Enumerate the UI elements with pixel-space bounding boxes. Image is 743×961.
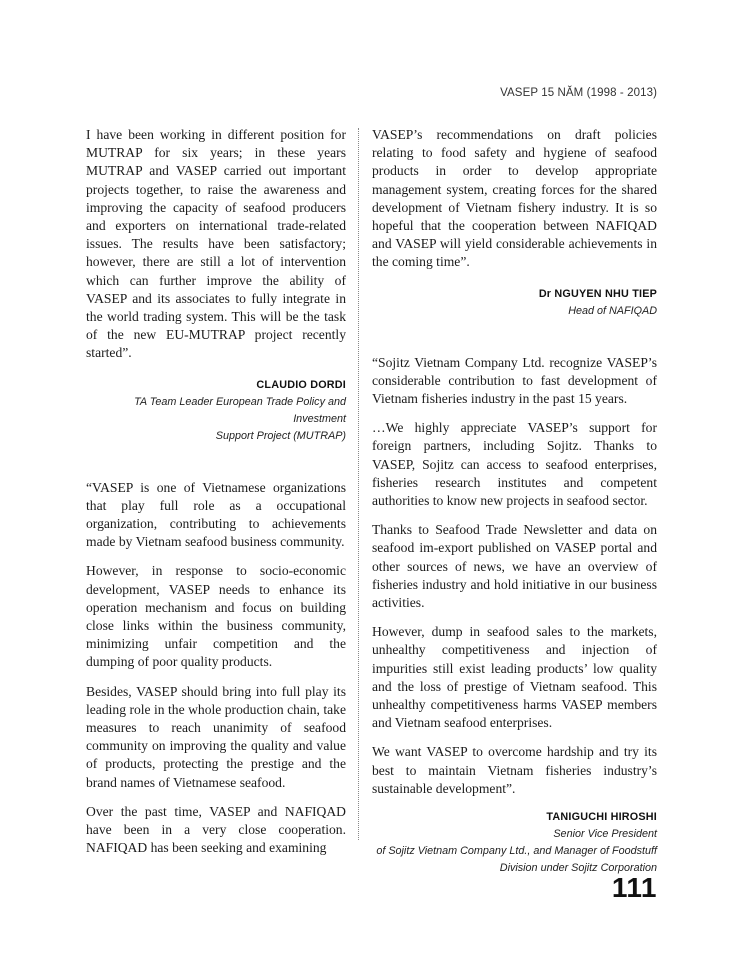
paragraph: VASEP’s recommendations on draft policies relating to food safety and hygiene of seafood products in order to develop appropriate management system, creating forces for the shared development of Vietnam fishery industry. It is so hopeful that the cooperation between NAFIQAD and VASEP will yield considerable achievements in the coming time”. [372, 127, 657, 270]
quote-mutrap: I have been working in different position for MUTRAP for six years; in these years MUTRAP and VASEP carried out important projects together, to raise the awareness and improving the capacity of seafood producers and exporters on international trade-related issues. The results have been satisfactory; however, there are still a lot of intervention which can further improve the ability of VASEP and its associates to fully integrate in the world trading system. This will be the task of the new EU-MUTRAP project recently started”. [86, 127, 346, 361]
page-number: 111 [611, 872, 657, 903]
signature-role-line: Head of NAFIQAD [568, 304, 657, 317]
signature-role-line: Senior Vice President [553, 828, 657, 841]
paragraph: “Sojitz Vietnam Company Ltd. recognize VASEP’s considerable contribution to fast development of Vietnam fisheries industry in the past 15 years. [372, 354, 657, 407]
left-column [86, 126, 346, 869]
signature-role-line: Division under Sojitz Corporation [499, 862, 657, 875]
signature-name: TANIGUCHI HIROSHI [546, 811, 657, 824]
running-header: VASEP 15 NĂM (1998 - 2013) [500, 87, 657, 99]
signature-name: Dr NGUYEN NHU TIEP [538, 287, 657, 300]
signature-role-line: TA Team Leader European Trade Policy and Investment [134, 395, 346, 425]
paragraph: However, in response to socio-economic development, VASEP needs to enhance its operation mechanism and focus on building close links within the business community, minimizing unfair competition and the dumping of poor quality products. [86, 563, 346, 670]
paragraph: …We highly appreciate VASEP’s support for foreign partners, including Sojitz. Thanks to VASEP, Sojitz can access to seafood enterprises, fisheries research institutes and competent authorities to know new projects in seafood sector. [372, 420, 657, 509]
paragraph: However, dump in seafood sales to the markets, unhealthy competitiveness and injection of impurities still exist leading products’ low quality and the loss of prestige of Vietnam seafood. This unhealthy competitiveness harms VASEP members and Vietnam seafood enterprises. [372, 624, 657, 731]
signature-role-line: Support Project (MUTRAP) [215, 429, 346, 442]
signature-role-line: of Sojitz Vietnam Company Ltd., and Manager of Foodstuff [376, 845, 657, 858]
paragraph: We want VASEP to overcome hardship and try its best to maintain Vietnam fisheries industry’s sustainable development”. [372, 744, 657, 796]
paragraph: Besides, VASEP should bring into full play its leading role in the whole production chain, take measures to reach unanimity of seafood community on improving the quality and value of products, protecting the prestige and the brand names of Vietnamese seafood. [86, 683, 346, 790]
signature-name: CLAUDIO DORDI [256, 378, 346, 391]
right-column [372, 126, 657, 877]
paragraph: Over the past time, VASEP and NAFIQAD have been in a very close cooperation. NAFIQAD has been seeking and examining [86, 803, 346, 856]
signature-nguyen-nhu-tiep [372, 286, 657, 320]
paragraph: Thanks to Seafood Trade Newsletter and data on seafood im-export published on VASEP portal and other sources of news, we have an overview of fisheries industry and hold initiative in our business activities. [372, 522, 657, 611]
signature-claudio-dordi [86, 377, 346, 445]
paragraph: “VASEP is one of Vietnamese organizations that play full role as a occupational organization, contributing to achievements made by Vietnam seafood business community. [86, 479, 346, 550]
signature-taniguchi-hiroshi [372, 809, 657, 877]
column-divider [358, 128, 359, 840]
